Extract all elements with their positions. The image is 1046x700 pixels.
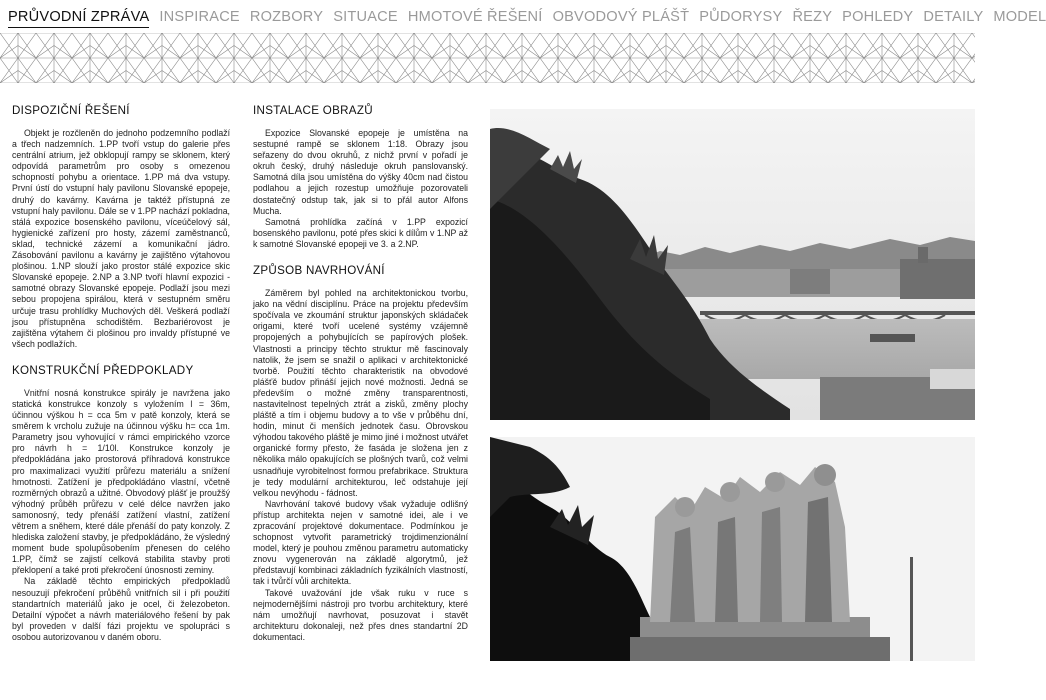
- nav-model[interactable]: MODEL: [993, 9, 1046, 25]
- nav-obvodovy-plast[interactable]: OBVODOVÝ PLÁŠŤ: [552, 9, 690, 25]
- left-text-column: [12, 104, 230, 643]
- top-navigation: [8, 8, 1046, 28]
- nav-rozbory[interactable]: ROZBORY: [249, 9, 324, 25]
- nav-pruvodni-zprava[interactable]: PRŮVODNÍ ZPRÁVA: [8, 8, 149, 28]
- nav-detaily[interactable]: DETAILY: [923, 9, 984, 25]
- nav-pohledy[interactable]: POHLEDY: [842, 9, 914, 25]
- zpusob-paragraph-1: Záměrem byl pohled na architektonickou tvorbu, jako na vědní disciplínu. Práce na projektu především spočívala ve zkoumání struktur japonských skládaček origami, které tvoří ucelené systémy vzájemně propojených a pohybujících se papírových plošek. Vlastnosti a principy těchto struktur mě fascinovaly natolik, že jsem se snažil o aplikaci v architektonické tvorbě. Použití těchto charakteristik na obvodové plášťě budov přináší jejich nové možnosti. Jedná se především o možné změny transparentnosti, nastavitelnost tepelných ztrát a zisků, změny plochy pláště a tím i objemu budovy a to vše v průběhu dní, hodin, minut či menších jednotek času. Obrovskou výhodou takového pláště je mimo jiné i možnost utvářet organické formy přesto, že fasáda je složena jen z několika málo opakujících se plošných tvarů, což velmi usnadňuje vyrobitelnost formou prefabrikace. Struktura je tedy modulární architekturou, leč odstahuje její velkou nevýhodu - fádnost.: [253, 288, 468, 498]
- zpusob-paragraph-2: Navrhování takové budovy však vyžaduje odlišný přístup architekta nejen v samotné idei, ale i ve zpracování projektové dokumentace. Podmínkou je schopnost vytvořit parametrický trojdimenzionální model, který je pouhou změnou parametru automaticky znovu vygenerován na základě algorytmů, jež představují kombinaci základních fyzikálních vlastností, tak i tvůrčí vůli architekta.: [253, 498, 468, 587]
- zpusob-paragraph-3: Takové uvažování jde však ruku v ruce s nejmodernějšími nástroji pro tvorbu architektury, které nám umožňují navrhovat, posuzovat i stavět architekturu dokonaleji, než přes dnes standartní 2D dokumentaci.: [253, 587, 468, 642]
- heading-zpusob-navrhovani: ZPŮSOB NAVRHOVÁNÍ: [253, 264, 385, 278]
- instalace-paragraph-1: Expozice Slovanské epopeje je umístěna na sestupné rampě se sklonem 1:18. Obrazy jsou seřazeny do dvou okruhů, z nichž první v pořadí je okruh český, druhý následuje okruh panslovanský. Samotná díla jsou umístěna do výšky 40cm nad čistou podlahou a jejich rozestup umožňuje pozorovateli dostatečný odstup tak, jak si to přál autor Alfons Mucha.: [253, 128, 468, 216]
- nav-situace[interactable]: SITUACE: [333, 9, 398, 25]
- photo-stone-monument: [490, 437, 975, 661]
- heading-konstrukcni-predpoklady: KONSTRUKČNÍ PŘEDPOKLADY: [12, 363, 194, 377]
- nav-hmotove-reseni[interactable]: HMOTOVÉ ŘEŠENÍ: [407, 9, 543, 25]
- dispozicni-paragraph: Objekt je rozčleněn do jednoho podzemního podlaží a třech nadzemních. 1.PP tvoří vstup do galerie přes centrální atrium, jež obklopují rampy se sklonem, který odpovídá parametrům pro osoby s omezenou schopností pohybu a orientace. 1.PP má dva vstupy. První ústí do vstupní haly pavilonu Slovanské epopeje, druhý do kavárny. Kavárna je taktéž přístupná ze vstupní haly pavilonu. Dále se v 1.PP nachází pokladna, stálá expozice bosenského pavilonu, víceúčelový sál, hygienické zařízení pro hosty, zázemí zaměstnanců, sklad, technické zázemí a komunikační jádro. Zásobování pavilonu a kavárny je zajištěno výtahovou plošinou. 1.NP slouží jako prostor stálé expozice skic Slovanské epopeje. 2.NP a 3.NP tvoří hlavní expozici - samotné obrazy Slovanské epopeje. Podlaží jsou mezi sebou propojena spirálou, která v sestupném směru určuje trasu prohlídky Muchových děl. Veškerá podlaží jsou přístupněna schodištěm. Bezbariérovost je zajištěna výtahem či plošinou pro invaldy přístupné ve všech podlažích.: [12, 128, 230, 349]
- konstrukcni-paragraph-2: Na základě těchto empirických předpokladů nesouzují překročení průběhů vnitřních sil i při použití standartních materiálů jako je ocel, či železobeton. Detailní výpočet a návrh materiálového řešení by pak byl proveden v další fázi projektu ve spolupráci s osobou autorizovanou v daném oboru.: [12, 576, 230, 642]
- heading-instalace-obrazu: INSTALACE OBRAZŮ: [253, 104, 373, 117]
- nav-pudorysy[interactable]: PŮDORYSY: [699, 9, 783, 25]
- triangle-pattern-band: [0, 33, 975, 83]
- instalace-paragraph-2: Samotná prohlídka začíná v 1.PP expozicí bosenského pavilonu, poté přes skici k dílům v 1.NP až k samotné Slovanské epopeji ve 3. a 2.NP.: [253, 216, 468, 249]
- nav-inspirace[interactable]: INSPIRACE: [159, 9, 240, 25]
- konstrukcni-paragraph-1: Vnitřní nosná konstrukce spirály je navržena jako statická konstrukce konzoly s vyložením l = 36m, účinnou výškou h = cca 5m v patě konzoly, která se směrem k vrcholu zužuje na účinnou výšku h= cca 1m. Parametry jsou vyhovující v rámci empirického vzorce pro návrh h = 1/10l. Konstrukce konzoly je předpokládána jako prostorová příhradová konstrukce pro maximalizaci využití průřezu materiálu a snížení hmotnosti. Zatížení je předpokládáno vlastní, včetně rozměrných obrazů a užitné. Obvodový plášť je proužšý výhodný průběh průřezu v celé délce navržen jako samonosný, tedy přenáší zatížení vlastní, zatížení větrem a sněhem, které dále přenáší do paty konzoly. Z hlediska založení stavby, je předpokládáno, že výsledný moment bude spolupůsobením přenesen do celého 1.PP, čímž se zajistí celková stabilita stavby proti překlopení a také proti překročení únosnosti zeminy.: [12, 387, 230, 576]
- photo-city-river-view: [490, 109, 975, 420]
- heading-dispozicni-reseni: DISPOZIČNÍ ŘEŠENÍ: [12, 104, 130, 117]
- middle-text-column: [253, 104, 468, 643]
- nav-rezy[interactable]: ŘEZY: [792, 9, 833, 25]
